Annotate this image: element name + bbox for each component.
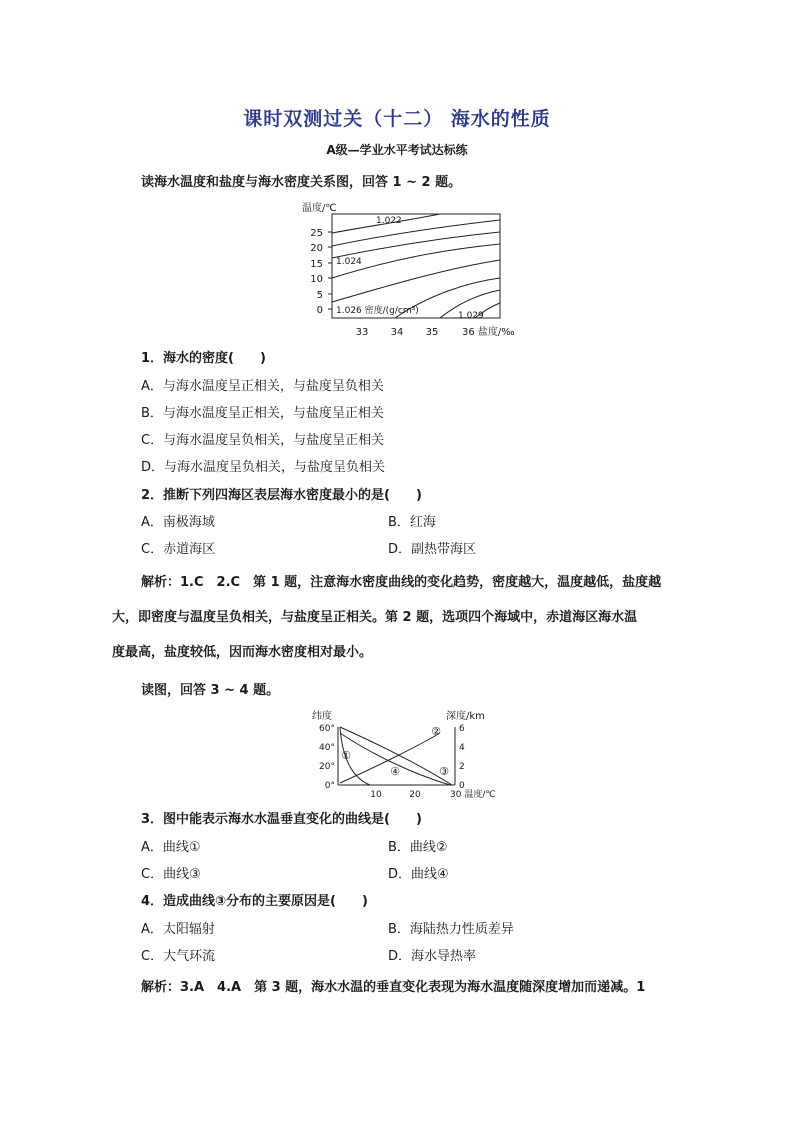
analysis-1-line-3: 度最高，盐度较低，因而海水密度相对最小。	[112, 645, 373, 660]
chart1-y-label: 温度/℃	[302, 203, 337, 214]
curve-label: 1.026 密度/(g/cm³)	[336, 306, 419, 316]
question-2: 2．推断下列四海区表层海水密度最小的是( )	[141, 488, 422, 503]
q1-option-b[interactable]: B．与海水温度呈正相关，与盐度呈正相关	[141, 406, 384, 421]
q2-option-c[interactable]: C．赤道海区	[141, 542, 216, 557]
question-4: 4．造成曲线③分布的主要原因是( )	[141, 894, 368, 909]
chart1-ytick: 15	[310, 259, 323, 270]
question-1: 1．海水的密度( )	[141, 351, 266, 366]
chart1-ytick: 10	[310, 274, 323, 285]
density-chart	[290, 198, 530, 340]
q2-option-b[interactable]: B．红海	[388, 515, 436, 530]
curve-label-4: ④	[390, 765, 400, 778]
curve-label: 1.024	[336, 257, 362, 267]
curve-label-2: ②	[431, 725, 441, 738]
q4-option-b[interactable]: B．海陆热力性质差异	[388, 922, 514, 937]
chart1-xtick: 34	[390, 327, 404, 338]
page-title: 课时双测过关（十二） 海水的性质	[243, 108, 551, 130]
isoline	[332, 220, 500, 246]
curve-label-3: ③	[439, 765, 449, 778]
chart2-ytick-right: 0	[459, 781, 465, 791]
curve-label: 1.022	[376, 216, 402, 226]
q3-option-b[interactable]: B．曲线②	[388, 840, 448, 855]
chart2-xtick: 10	[370, 790, 382, 800]
analysis-2-line-1: 解析：3.A 4.A 第 3 题，海水水温的垂直变化表现为海水温度随深度增加而递减。1	[141, 980, 646, 995]
q3-option-a[interactable]: A．曲线①	[141, 840, 201, 855]
chart1-xtick: 33	[355, 327, 369, 338]
chart2-ytick-left: 40°	[319, 743, 335, 753]
chart2-x-label: 30 温度/℃	[450, 790, 496, 800]
q3-option-d[interactable]: D．曲线④	[388, 867, 449, 882]
section-subtitle: A级—学业水平考试达标练	[326, 143, 468, 157]
q2-option-a[interactable]: A．南极海域	[141, 515, 215, 530]
chart2-ytick-right: 2	[459, 762, 465, 772]
chart1-ytick: 0	[316, 305, 323, 316]
curve-label: 1.029	[458, 311, 484, 321]
intro-text-1: 读海水温度和盐度与海水密度关系图，回答 1 ~ 2 题。	[141, 175, 462, 190]
chart2-ytick-left: 20°	[319, 762, 335, 772]
q2-option-d[interactable]: D．副热带海区	[388, 542, 477, 557]
temperature-chart	[300, 705, 520, 805]
chart2-ytick-right: 6	[459, 724, 465, 734]
q1-option-d[interactable]: D．与海水温度呈负相关，与盐度呈负相关	[141, 460, 386, 475]
chart2-y-right-label: 深度/km	[446, 711, 485, 722]
q1-option-c[interactable]: C．与海水温度呈负相关，与盐度呈正相关	[141, 433, 385, 448]
analysis-1-line-1: 解析：1.C 2.C 第 1 题，注意海水密度曲线的变化趋势，密度越大，温度越低，盐度越	[141, 575, 662, 590]
intro-text-2: 读图，回答 3 ~ 4 题。	[141, 683, 280, 698]
q1-option-a[interactable]: A．与海水温度呈正相关，与盐度呈负相关	[141, 379, 384, 394]
chart1-ytick: 20	[310, 243, 323, 254]
chart1-ytick: 25	[310, 228, 323, 239]
chart2-ytick-left: 0°	[324, 781, 335, 791]
q4-option-d[interactable]: D．海水导热率	[388, 949, 477, 964]
q4-option-c[interactable]: C．大气环流	[141, 949, 216, 964]
chart1-ytick: 5	[316, 290, 323, 301]
chart2-xtick: 20	[409, 790, 421, 800]
q4-option-a[interactable]: A．太阳辐射	[141, 922, 215, 937]
chart2-y-left-label: 纬度	[312, 711, 332, 722]
analysis-1-line-2: 大，即密度与温度呈负相关，与盐度呈正相关。第 2 题，选项四个海域中，赤道海区海水温	[112, 610, 638, 625]
q3-option-c[interactable]: C．曲线③	[141, 867, 201, 882]
chart2-ytick-left: 60°	[319, 724, 335, 734]
chart1-x-label: 36 盐度/‰	[462, 327, 515, 338]
chart2-ytick-right: 4	[459, 743, 465, 753]
curve-label-1: ①	[341, 749, 351, 762]
isoline	[332, 232, 500, 258]
question-3: 3．图中能表示海水水温垂直变化的曲线是( )	[141, 812, 422, 827]
chart1-xtick: 35	[425, 327, 439, 338]
